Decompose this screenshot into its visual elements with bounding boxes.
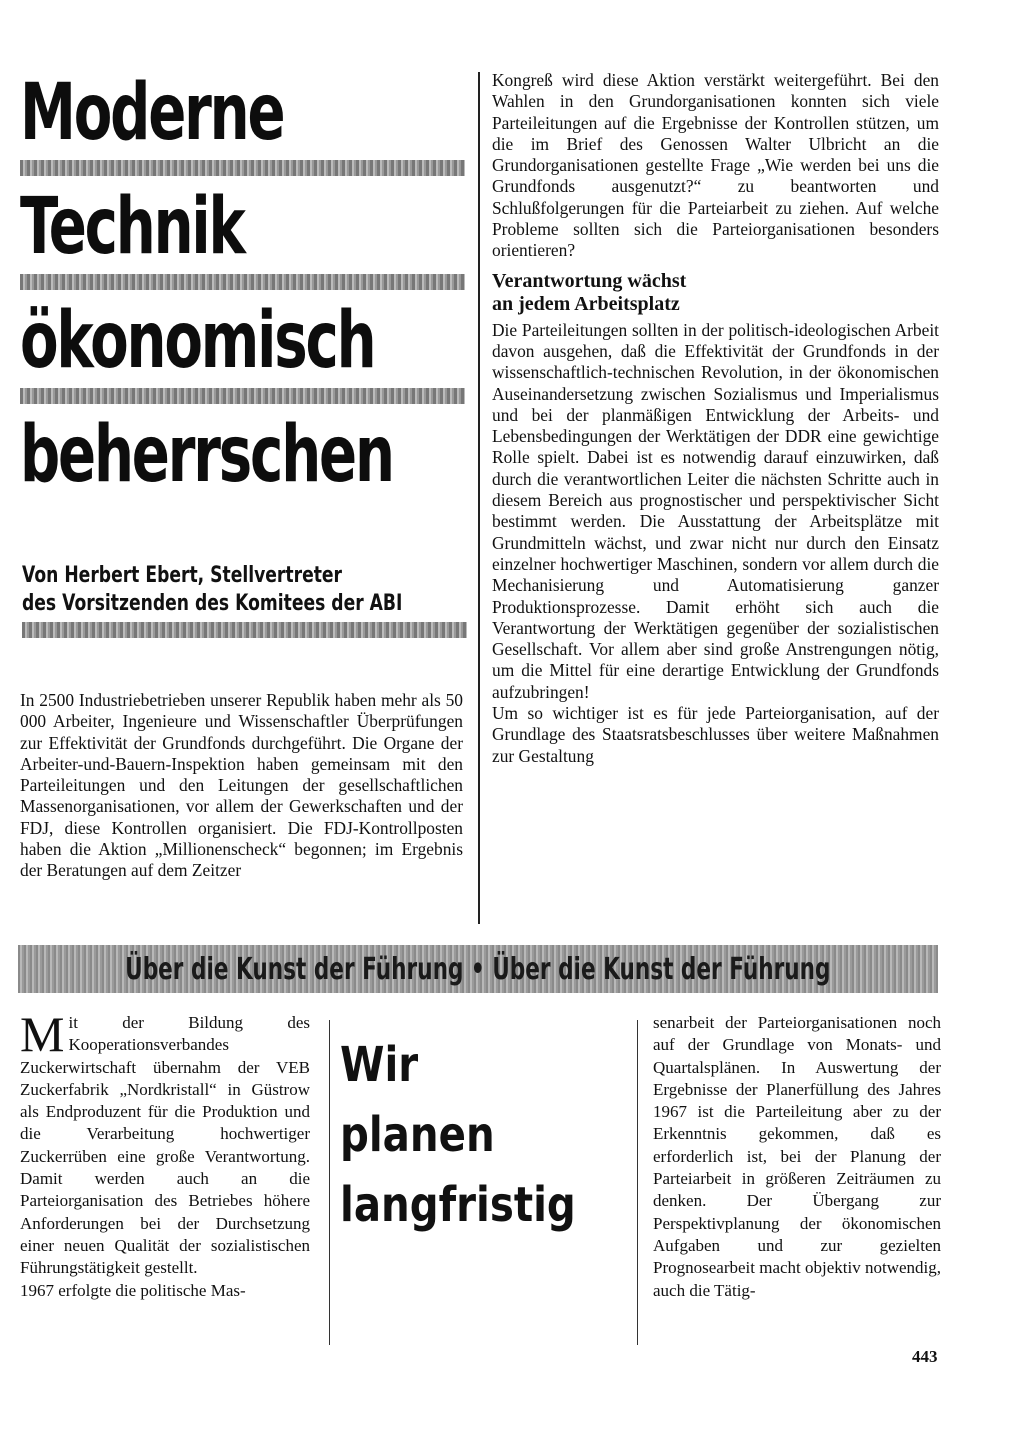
headline-line-2: Technik: [20, 182, 244, 272]
bottom-left-paragraph-1: [20, 1006, 310, 1280]
bottom-column-divider-right: [637, 1020, 638, 1345]
section-subheading: [492, 270, 939, 316]
headline-line-3: ökonomisch: [20, 296, 375, 386]
bottom-left-text: it der Bildung des Kooperationsverbandes Zuckerwirtschaft übernahm der VEB Zuckerfabrik „Nordkristall“ in Güstrow als Endproduzent für die Produktion und die Verarbeitung hochwertiger Zuckerrüben eine große Verantwortung. Damit werden auch an die Parteiorganisation des Betriebes höhere Anforderungen bei der Durchsetzung einer neuen Qualität der sozialistischen Führungstätigkeit gestellt.: [20, 1013, 310, 1278]
byline-rule: [22, 622, 467, 638]
headline-block: [20, 70, 465, 498]
right-column-paragraph-3: Um so wichtiger ist es für jede Parteiorganisation, auf der Grundlage des Staatsratsbeschlusses über weitere Maßnahmen zur Gestaltung: [492, 703, 939, 766]
byline: [22, 562, 467, 646]
article-title-line-2: langfristig: [340, 1177, 576, 1233]
subheading-line-2: an jedem Arbeitsplatz: [492, 292, 680, 315]
headline-rule: [20, 274, 465, 290]
bottom-left-paragraph-2: 1967 erfolgte die politische Mas-: [20, 1280, 246, 1300]
byline-line-1: Von Herbert Ebert, Stellvertreter: [22, 563, 343, 588]
left-column: [20, 690, 463, 882]
subheading-line-1: Verantwortung wächst: [492, 269, 687, 292]
headline-rule: [20, 160, 465, 176]
bottom-column-divider-left: [329, 1020, 330, 1345]
bottom-right-column: [653, 1012, 941, 1302]
page-number: 443: [912, 1347, 938, 1366]
article-title: [340, 1030, 584, 1240]
drop-cap: M: [20, 1006, 65, 1062]
bottom-right-paragraph: senarbeit der Parteiorganisationen noch auf der Grundlage von Monats- und Quartalsplänen. In Auswertung der Ergebnisse der Planerfüllung des Jahres 1967 ist die Parteileitung aber zu der Erkenntnis gekommen, daß es erforderlich ist, bei der Planung der Parteiarbeit in größeren Zeiträumen zu denken. Der Übergang zur Perspektivplanung der ökonomischen Aufgaben und zur gezielten Prognosearbeit macht objektiv notwendig, auch die Tätig-: [653, 1013, 941, 1300]
left-column-paragraph: In 2500 Industriebetrieben unserer Republik haben mehr als 50 000 Arbeiter, Ingenieure und Wissenschaftler Überprüfungen zur Effektivität der Grundfonds durchgeführt. Die Organe der Arbeiter-und-Bauern-Inspektion haben gemeinsam mit den Parteileitungen und den Leitungen der gesellschaftlichen Massenorganisationen, vor allem der Gewerkschaften und der FDJ, diese Kontrollen organisiert. Die FDJ-Kontrollposten haben die Aktion „Millionenscheck“ begonnen; im Ergebnis der Beratungen auf dem Zeitzer: [20, 690, 463, 881]
right-column: [492, 70, 939, 767]
headline-line-1: Moderne: [20, 68, 284, 158]
right-column-paragraph-1: Kongreß wird diese Aktion verstärkt weitergeführt. Bei den Wahlen in den Grundorganisationen konnten sich viele Parteileitungen auf die Ergebnisse der Kontrollen stützen, um die im Brief des Genossen Walter Ulbricht an die Grundorganisationen gestellte Frage „Wie werden bei uns die Grundfonds ausgenutzt?“ zu beantworten und Schlußfolgerungen für die Parteiarbeit zu ziehen. Auf welche Probleme sollten sich die Parteiorganisationen besonders orientieren?: [492, 70, 939, 261]
article-title-line-1: Wir planen: [340, 1037, 495, 1163]
headline-line-4: beherrschen: [20, 410, 393, 500]
headline-rule: [20, 388, 465, 404]
right-column-paragraph-2: Die Parteileitungen sollten in der politisch-ideologischen Arbeit davon ausgehen, daß die Effektivität der Grundfonds in der wissenschaftlich-technischen Revolution, in der ökonomischen Auseinandersetzung zwischen Sozialismus und Imperialismus und bei der planmäßigen Entwicklung der Arbeits- und Lebensbedingungen der Werktätigen der DDR eine gewichtige Rolle spielt. Dabei ist es notwendig darauf einzuwirken, daß durch die verantwortlichen Leiter die nächsten Schritte auch in diesem Bereich aus prognostischer und perspektivischer Sicht bestimmt werden. Die Ausstattung der Arbeitsplätze mit Grundmitteln wächst, und zwar nicht nur durch den Einsatz einzelner hochwertiger Maschinen, sondern vor allem durch die Mechanisierung und Automatisierung ganzer Produktionsprozesse. Damit erhöht sich auch die Verantwortung der Werktätigen gegenüber der sozialistischen Gesellschaft. Vor allem aber sind große Anstrengungen nötig, um die Mittel für eine derartige Entwicklung der Grundfonds aufzubringen!: [492, 319, 939, 702]
byline-line-2: des Vorsitzenden des Komitees der ABI: [22, 591, 403, 616]
bottom-left-column: [20, 1006, 310, 1302]
banner-text: Über die Kunst der Führung • Über die Kunst der Führung: [125, 951, 831, 987]
column-divider: [478, 72, 480, 924]
section-banner: [18, 945, 938, 993]
